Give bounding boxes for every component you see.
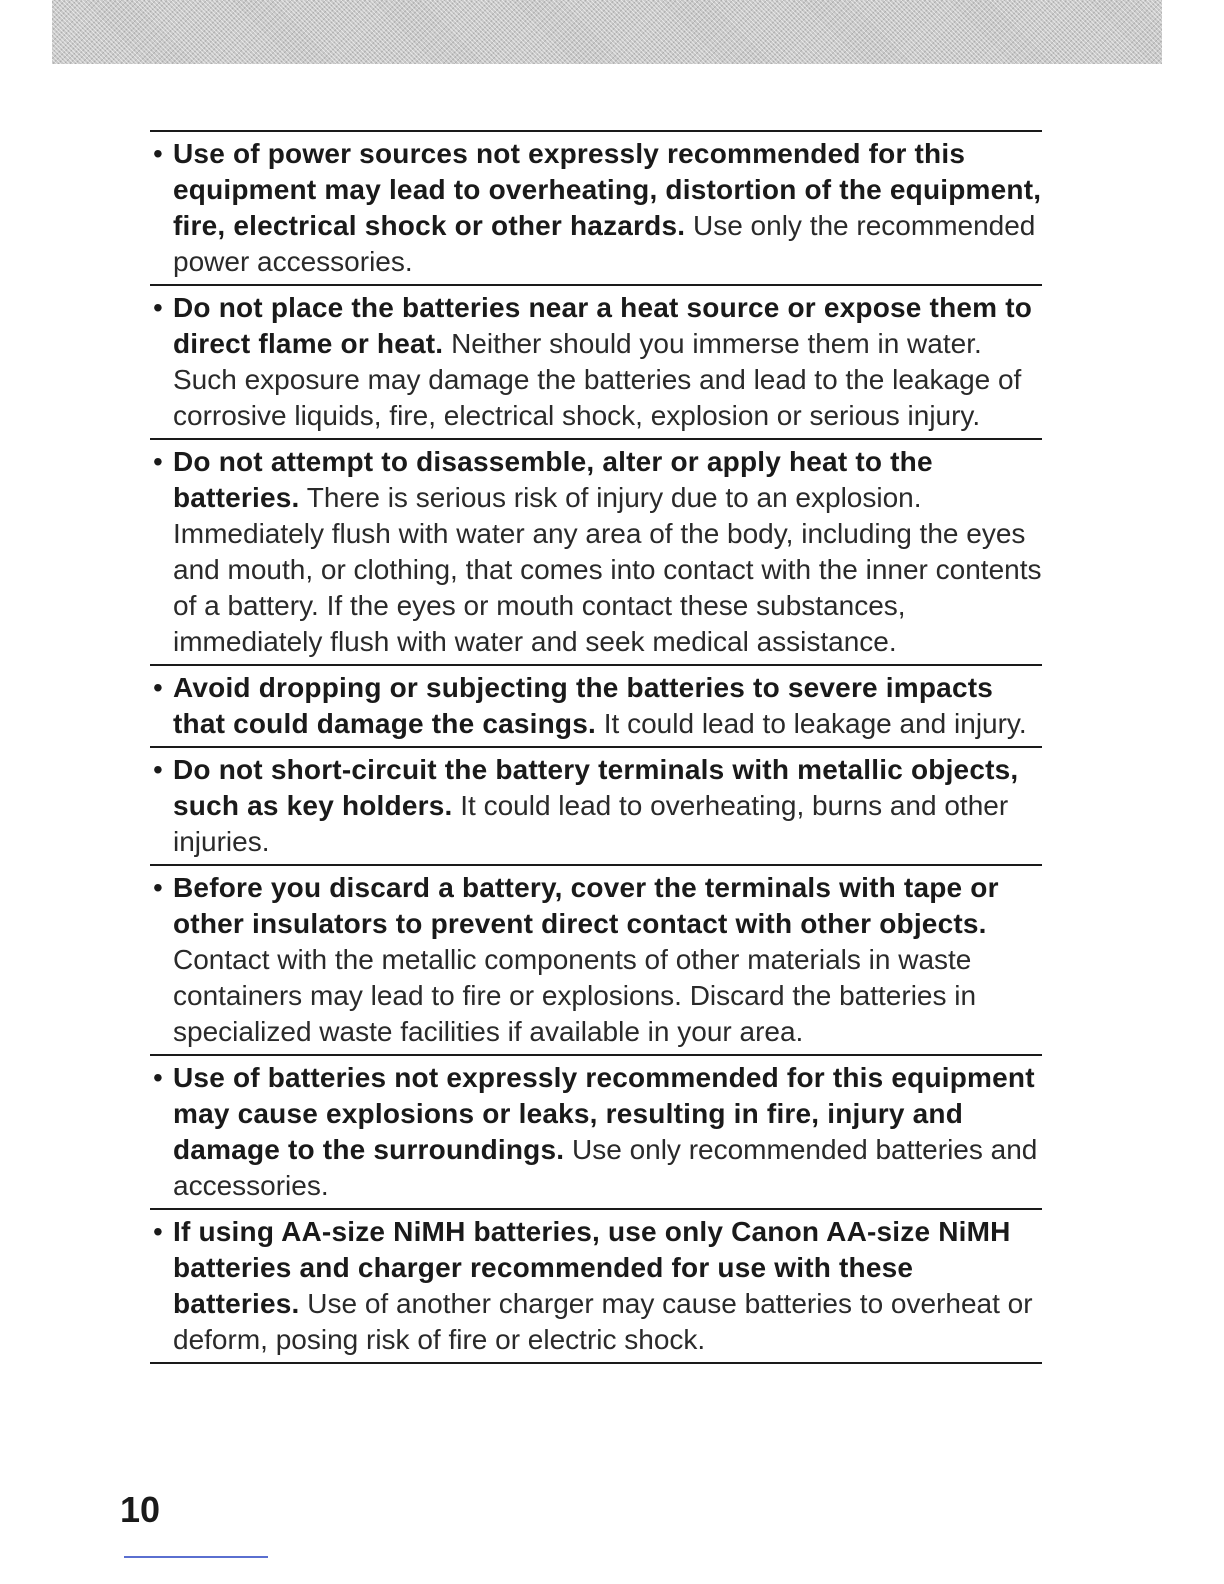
bullet-icon: • bbox=[153, 754, 163, 785]
warning-item-disassemble bbox=[150, 438, 1042, 664]
bullet-icon: • bbox=[153, 138, 163, 169]
page-number: 10 bbox=[120, 1489, 161, 1530]
warning-heading: Do not place the batteries near a heat source or expose them to direct flame or heat. bbox=[173, 292, 1033, 359]
warning-item-discard bbox=[150, 864, 1042, 1054]
warning-item-short-circuit bbox=[150, 746, 1042, 864]
warning-heading: Use of power sources not expressly recommended for this equipment may lead to overheating, distortion of the equipment, fire, electrical shock or other hazards. bbox=[173, 138, 1042, 241]
bullet-icon: • bbox=[153, 446, 163, 477]
warning-detail: It could lead to overheating, burns and other injuries. bbox=[173, 790, 1009, 857]
bullet-icon: • bbox=[153, 672, 163, 703]
warning-heading: Before you discard a battery, cover the terminals with tape or other insulators to prevent direct contact with other objects. bbox=[173, 872, 999, 939]
bullet-icon: • bbox=[153, 1216, 163, 1247]
warning-detail: Neither should you immerse them in water. Such exposure may damage the batteries and lead to the leakage of corrosive liquids, fire, electrical shock, explosion or serious injury. bbox=[173, 328, 1022, 431]
warning-detail: There is serious risk of injury due to an explosion. Immediately flush with water any area of the body, including the eyes and mouth, or clothing, that comes into contact with the inner contents of a battery. If the eyes or mouth contact these substances, immediately flush with water and seek medical assistance. bbox=[173, 482, 1042, 657]
warning-item-heat-source bbox=[150, 284, 1042, 438]
warning-detail: Contact with the metallic components of other materials in waste containers may lead to fire or explosions. Discard the batteries in specialized waste facilities if available in your area. bbox=[173, 944, 977, 1047]
bullet-icon: • bbox=[153, 292, 163, 323]
warning-heading: Do not attempt to disassemble, alter or apply heat to the batteries. bbox=[173, 446, 933, 513]
warning-item-dropping bbox=[150, 664, 1042, 746]
warning-heading: Use of batteries not expressly recommended for this equipment may cause explosions or leaks, resulting in fire, injury and damage to the surroundings. bbox=[173, 1062, 1035, 1165]
warning-detail: Use only the recommended power accessories. bbox=[173, 210, 1036, 277]
warning-heading: Avoid dropping or subjecting the batteries to severe impacts that could damage the casings. bbox=[173, 672, 994, 739]
warning-item-power-sources bbox=[150, 130, 1042, 284]
safety-warnings-list bbox=[150, 130, 1042, 1364]
warning-heading: Do not short-circuit the battery terminals with metallic objects, such as key holders. bbox=[173, 754, 1019, 821]
warning-heading: If using AA-size NiMH batteries, use only Canon AA-size NiMH batteries and charger recommended for use with these batteries. bbox=[173, 1216, 1011, 1319]
warning-detail: Use of another charger may cause batteries to overheat or deform, posing risk of fire or electric shock. bbox=[173, 1288, 1033, 1355]
warning-detail: It could lead to leakage and injury. bbox=[595, 708, 1027, 739]
header-pattern-band bbox=[52, 0, 1162, 64]
warning-item-non-recommended-batteries bbox=[150, 1054, 1042, 1208]
bullet-icon: • bbox=[153, 1062, 163, 1093]
warning-detail: Use only recommended batteries and accessories. bbox=[173, 1134, 1038, 1201]
warning-item-nimh-batteries bbox=[150, 1208, 1042, 1364]
bottom-rule bbox=[124, 1556, 268, 1558]
bullet-icon: • bbox=[153, 872, 163, 903]
